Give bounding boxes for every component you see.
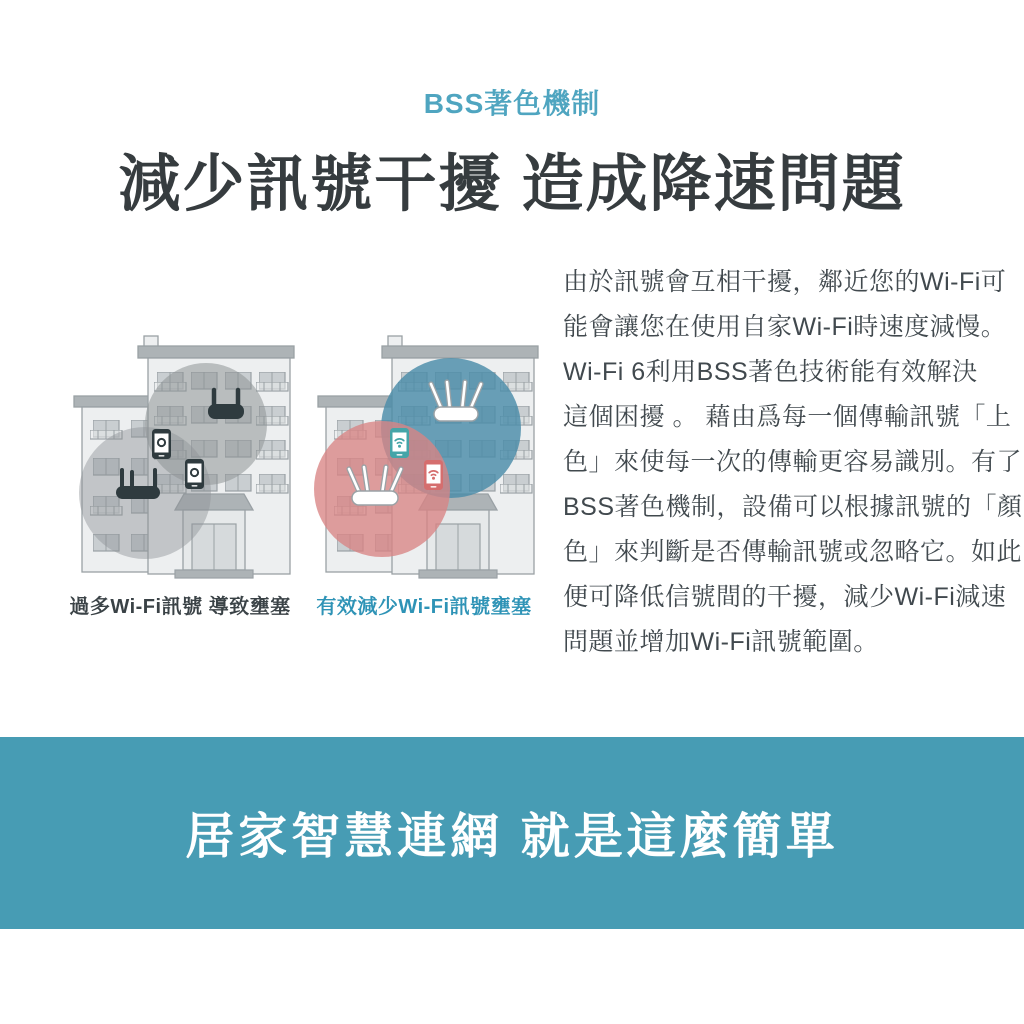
description-line: BSS著色機制，設備可以根據訊號的「顏 bbox=[563, 493, 1023, 521]
description bbox=[563, 260, 1023, 665]
smartphone-icon bbox=[152, 429, 171, 459]
banner-text: 居家智慧連網 就是這麼簡單 bbox=[185, 810, 839, 864]
caption-congested: 過多Wi-Fi訊號 導致壅塞 bbox=[69, 596, 291, 618]
illustration-bss-coloring bbox=[302, 332, 546, 619]
bss-coloring-buildings-graphic bbox=[304, 332, 544, 582]
description-line: 色」來判斷是否傳輸訊號或忽略它。如此 bbox=[563, 538, 1023, 566]
description-line: 能會讓您在使用自家Wi-Fi時速度減慢。 bbox=[563, 313, 1007, 341]
smartphone-icon bbox=[185, 459, 204, 489]
description-line: 問題並增加Wi-Fi訊號範圍。 bbox=[563, 628, 879, 656]
section-eyebrow: BSS著色機制 bbox=[423, 88, 601, 119]
congested-buildings-graphic bbox=[60, 332, 300, 582]
description-line: 這個困擾 。 藉由爲每一個傳輸訊號「上 bbox=[563, 403, 1012, 431]
bottom-banner bbox=[0, 737, 1024, 929]
smartphone-wifi-icon bbox=[390, 428, 409, 458]
description-line: 由於訊號會互相干擾，鄰近您的Wi-Fi可 bbox=[563, 268, 1007, 296]
description-line: 色」來使每一次的傳輸更容易識別。有了 bbox=[563, 448, 1023, 476]
page-title: 減少訊號干擾 造成降速問題 bbox=[118, 150, 906, 219]
description-line: 便可降低信號間的干擾，減少Wi-Fi減速 bbox=[563, 583, 1007, 611]
smartphone-wifi-icon bbox=[424, 460, 443, 490]
description-line: Wi-Fi 6利用BSS著色技術能有效解決 bbox=[563, 358, 978, 386]
caption-bss: 有效減少Wi-Fi訊號壅塞 bbox=[316, 596, 532, 618]
illustration-row bbox=[58, 332, 546, 619]
illustration-congested bbox=[58, 332, 302, 619]
